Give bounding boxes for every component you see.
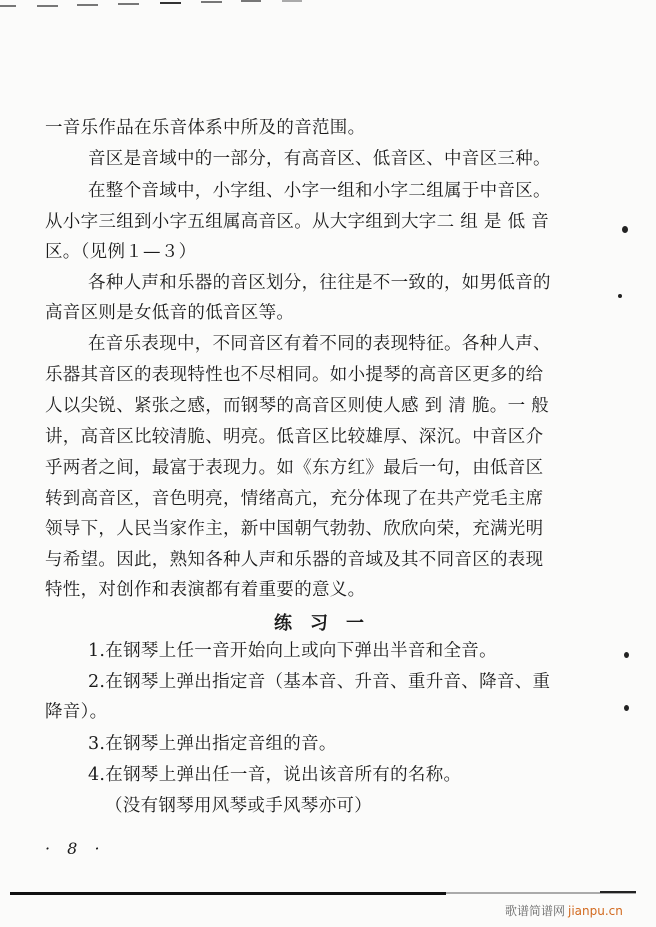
footer-rule-end [600, 891, 636, 893]
page-number: · 8 · [45, 839, 106, 858]
scan-speck [624, 652, 629, 658]
watermark [505, 902, 623, 919]
exercise-item: 3.在钢琴上弹出指定音组的音。 [88, 734, 337, 754]
exercise-item: 1.在钢琴上任一音开始向上或向下弹出半音和全音。 [88, 641, 497, 661]
dash [201, 1, 222, 3]
text-line: 区。（见例１—３） [45, 242, 197, 262]
text-line: 在整个音域中，小字组、小字一组和小字二组属于中音区。 [88, 181, 551, 201]
text-line: 一音乐作品在乐音体系中所及的音范围。 [45, 118, 366, 138]
text-line: 与希望。因此，熟知各种人声和乐器的音域及其不同音区的表现 [45, 550, 544, 570]
dash [37, 5, 58, 7]
text-line: 从小字三组到小字五组属高音区。从大字组到大字二 组 是 低 音 [45, 212, 550, 232]
exercise-item: 2.在钢琴上弹出指定音（基本音、升音、重升音、降音、重 [88, 672, 551, 692]
text-line: 讲，高音区比较清脆、明亮。低音区比较雄厚、深沉。中音区介 [45, 427, 544, 447]
dash [160, 2, 181, 4]
exercise-heading: 练习一 [274, 613, 382, 634]
text-line: 人以尖锐、紧张之感，而钢琴的高音区则使人感 到 清 脆。一 般 [45, 396, 550, 416]
text-line: 音区是音域中的一部分，有高音区、低音区、中音区三种。 [88, 149, 551, 169]
dash [118, 3, 139, 5]
text-line: 各种人声和乐器的音区划分，往往是不一致的，如男低音的 [88, 273, 551, 293]
text-line: 领导下，人民当家作主，新中国朝气勃勃、欣欣向荣，充满光明 [45, 519, 544, 539]
scan-speck [618, 294, 622, 298]
dash [0, 5, 16, 7]
watermark-site-name: 歌谱简谱网 [505, 904, 566, 918]
exercise-item: 4.在钢琴上弹出任一音，说出该音所有的名称。 [88, 765, 462, 785]
text-line: 特性，对创作和表演都有着重要的意义。 [45, 580, 366, 600]
exercise-note: （没有钢琴用风琴或手风琴亦可） [105, 796, 372, 816]
text-line: 转到高音区，音色明亮，情绪高亢，充分体现了在共产党毛主席 [45, 489, 544, 509]
scan-top-dashes [0, 0, 330, 8]
scan-speck [624, 705, 629, 711]
text-line: 乐器其音区的表现特性也不尽相同。如小提琴的高音区更多的给 [45, 365, 544, 385]
text-line: 乎两者之间，最富于表现力。如《东方红》最后一句，由低音区 [45, 458, 544, 478]
exercise-item-continuation: 降音）。 [45, 702, 108, 722]
text-line: 高音区则是女低音的低音区等。 [45, 303, 295, 323]
watermark-domain: jianpu.cn [568, 904, 623, 918]
scan-speck [622, 226, 628, 233]
dash [282, 0, 302, 2]
dash [241, 0, 261, 2]
dash [77, 4, 98, 6]
text-line: 在音乐表现中，不同音区有着不同的表现特征。各种人声、 [88, 334, 551, 354]
footer-rule [10, 892, 446, 895]
